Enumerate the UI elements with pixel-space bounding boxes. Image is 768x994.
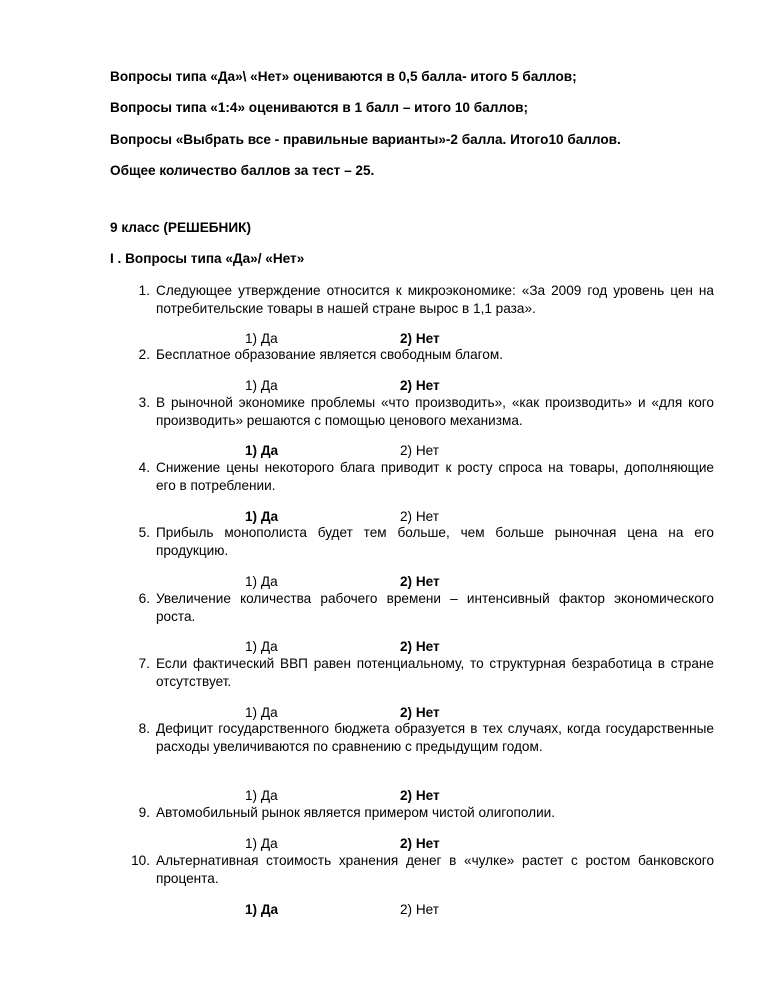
option-yes-correct: 1) Да [245, 902, 279, 917]
option-no-correct: 2) Нет [400, 639, 440, 654]
option-yes-correct: 1) Да [245, 509, 279, 524]
option-yes: 1) Да [245, 836, 278, 851]
option-no: 2) Нет [400, 902, 440, 917]
question-text: Следующее утверждение относится к микроэкономике: «За 2009 год уровень цен на потребительские товары в нашей стране вырос в 1,1 раза». [156, 283, 714, 316]
question-number: 1. [138, 283, 150, 298]
option-no-correct: 2) Нет [400, 788, 440, 803]
question-number: 7. [138, 656, 150, 671]
question-number: 5. [138, 525, 150, 540]
option-yes: 1) Да [245, 574, 278, 589]
option-yes-correct: 1) Да [245, 443, 279, 458]
question-number: 10. [131, 853, 150, 868]
question-text: Если фактический ВВП равен потенциальному, то структурная безработица в стране отсутствует. [156, 656, 714, 689]
question-text: Автомобильный рынок является примером чистой олигополии. [156, 805, 556, 820]
total-score: Общее количество баллов за тест – 25. [110, 163, 375, 178]
option-no: 2) Нет [400, 509, 440, 524]
option-yes: 1) Да [245, 705, 278, 720]
option-yes: 1) Да [245, 331, 278, 346]
question-number: 6. [138, 591, 150, 606]
option-no: 2) Нет [400, 443, 440, 458]
section-title: 9 класс (РЕШЕБНИК) [110, 220, 251, 235]
option-no-correct: 2) Нет [400, 331, 440, 346]
question-text: Увеличение количества рабочего времени – интенсивный фактор экономического роста. [156, 591, 714, 624]
question-text: Альтернативная стоимость хранения денег в «чулке» растет с ростом банковского процента. [156, 853, 714, 886]
option-yes: 1) Да [245, 639, 278, 654]
scoring-rule-multi-choice: Вопросы «Выбрать все - правильные варианты»-2 балла. Итого10 баллов. [110, 132, 621, 147]
question-number: 9. [138, 805, 150, 820]
question-number: 2. [138, 347, 150, 362]
option-no-correct: 2) Нет [400, 836, 440, 851]
section-subtitle: I . Вопросы типа «Да»/ «Нет» [110, 251, 305, 266]
question-text: Бесплатное образование является свободным благом. [156, 347, 503, 362]
question-text: Прибыль монополиста будет тем больше, чем больше рыночная цена на его продукцию. [156, 525, 714, 558]
option-no-correct: 2) Нет [400, 705, 440, 720]
question-text: В рыночной экономике проблемы «что производить», «как производить» и «для кого производить» решаются с помощью ценового механизма. [156, 395, 714, 428]
option-no-correct: 2) Нет [400, 574, 440, 589]
question-number: 8. [138, 721, 150, 736]
option-yes: 1) Да [245, 788, 278, 803]
option-yes: 1) Да [245, 378, 278, 393]
scoring-rule-one-of-four: Вопросы типа «1:4» оцениваются в 1 балл – итого 10 баллов; [110, 100, 529, 115]
option-no-correct: 2) Нет [400, 378, 440, 393]
question-number: 3. [138, 395, 150, 410]
question-text: Дефицит государственного бюджета образуется в тех случаях, когда государственные расходы увеличиваются по сравнению с предыдущим годом. [156, 721, 714, 754]
question-text: Снижение цены некоторого блага приводит к росту спроса на товары, дополняющие его в потреблении. [156, 460, 714, 493]
question-number: 4. [138, 460, 150, 475]
scoring-rule-yes-no: Вопросы типа «Да»\ «Нет» оцениваются в 0,5 балла- итого 5 баллов; [110, 69, 577, 84]
